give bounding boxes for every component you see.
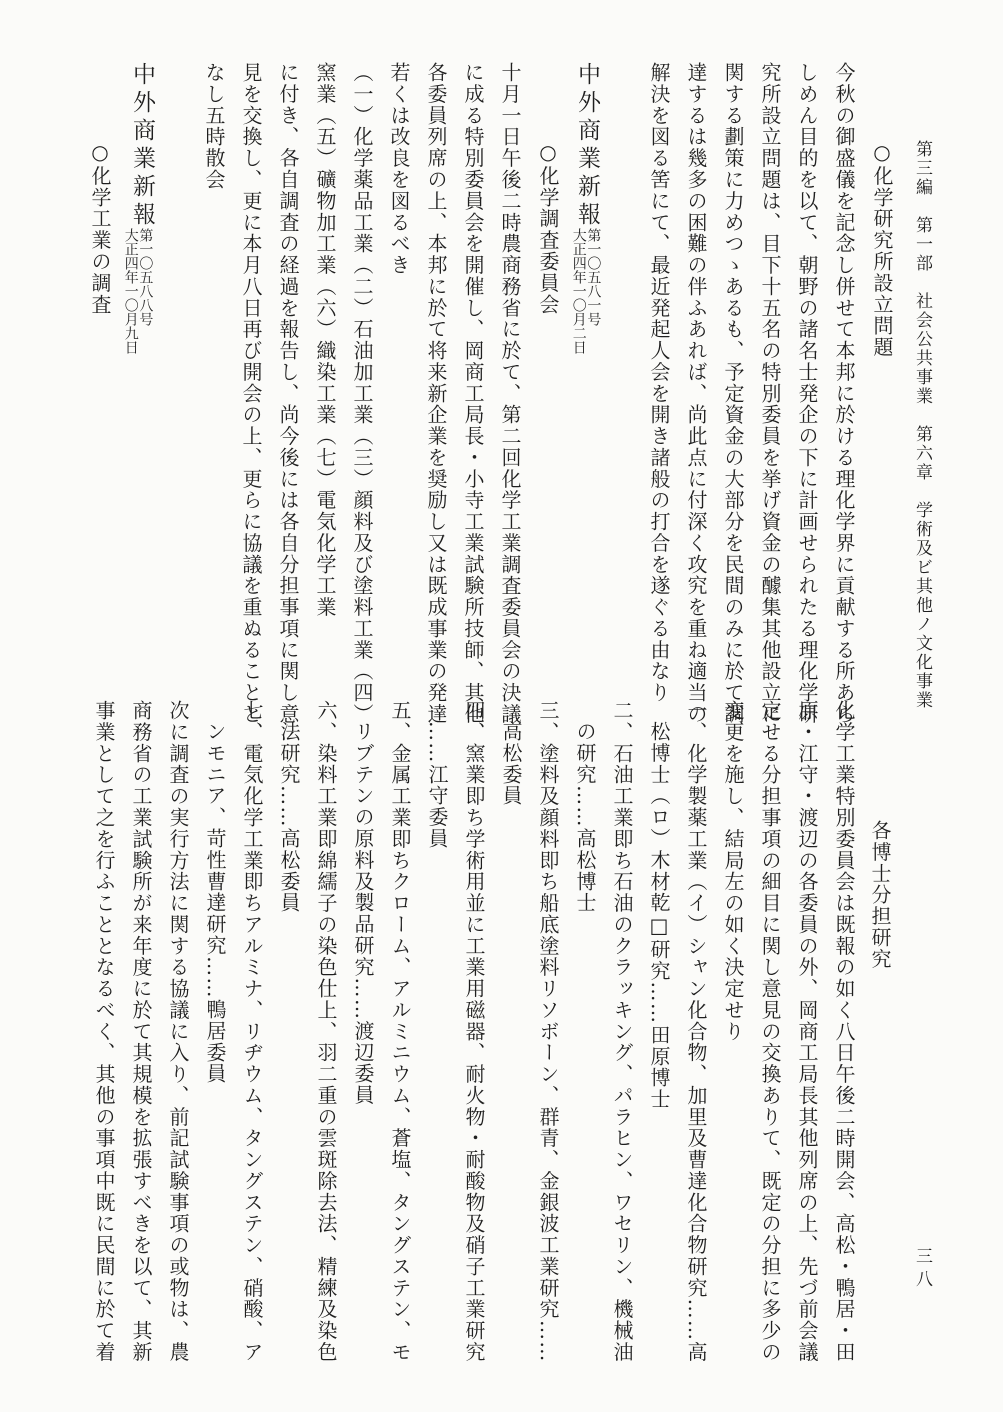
article-line: 三、塗料及顔料即ち船底塗料リソボーン、群青、金銀波工業研究…… (536, 700, 560, 1363)
article-subtitle: 各博士分担研究 (868, 820, 892, 970)
article-title: ○化学工業の調査 (88, 140, 112, 316)
article-line: 今秋の御盛儀を記念し併せて本邦に於ける理化学界に貢献する所あら (832, 62, 856, 725)
article-line: しめん目的を以て、朝野の諸名士発企の下に計画せられたる理化学研 (795, 62, 819, 725)
article-line: 各委員列席の上、本邦に於て将来新企業を奨励し又は既成事業の発達 (424, 62, 448, 725)
article-line: 化学工業特別委員会は既報の如く八日午後二時開会、高松・鴨居・田 (832, 700, 856, 1363)
article-line: 解決を図る筈にて、最近発起人会を開き諸般の打合を遂ぐる由なり (647, 62, 671, 704)
issue-info (123, 228, 152, 354)
article-line: （一）化学薬品工業（二）石油加工業（三）顔料及び塗料工業（四） (350, 62, 374, 725)
running-head: 第三編 第一部 社会公共事業 第六章 学術及ビ其他ノ文化事業 (912, 140, 932, 710)
article-line: なし五時散会 (202, 62, 226, 191)
article-line: 次に調査の実行方法に関する協議に入り、前記試験事項の或物は、農 (166, 700, 190, 1363)
article-title: ○化学調査委員会 (536, 140, 560, 316)
article-line: リブテンの原料及製品研究……渡辺委員 (351, 721, 375, 1106)
issue-date: 大正四年一〇月二日 (570, 228, 587, 354)
article-title: ○化学研究所設立問題 (870, 140, 894, 358)
article-line: 変更を施し、結局左の如く決定せり (721, 700, 745, 1043)
page-number: 三八 (912, 1247, 932, 1293)
issue-info (571, 228, 600, 354)
article-line: 見を交換し、更に本月八日再び開会の上、更らに協議を重ぬることと (239, 62, 263, 725)
article-line: の研究……高松博士 (573, 721, 597, 914)
article-line: 法研究……高松委員 (277, 721, 301, 914)
article-line: 五、金属工業即ちクローム、アルミニウム、蒼塩、タングステン、モ (388, 700, 412, 1363)
article-line: に成る特別委員会を開催し、岡商工局長・小寺工業試験所技師、其他 (461, 62, 485, 725)
article-line: 定せる分担事項の細目に関し意見の交換ありて、既定の分担に多少の (758, 700, 782, 1363)
article-line: 七、電気化学工業即ちアルミナ、リヂウム、タングステン、硝酸、ア (240, 700, 264, 1363)
article-line: 事業として之を行ふこととなるべく、其他の事項中既に民間に於て着 (92, 700, 116, 1363)
article-line: 若くは改良を図るべき (387, 62, 411, 276)
article-line: ンモニア、苛性曹達研究……鴨居委員 (203, 721, 227, 1085)
article-line: 四、窯業即ち学術用並に工業用磁器、耐火物・耐酸物及硝子工業研究 (462, 700, 486, 1363)
article-line: に付き、各自調査の経過を報告し、尚今後には各自分担事項に関し意 (276, 62, 300, 725)
article-line: ……江守委員 (425, 721, 449, 850)
article-line: 商務省の工業試験所が来年度に於て其規模を拡張すべきを以て、其新 (129, 700, 153, 1363)
article-line: 原・江守・渡辺の各委員の外、岡商工局長其他列席の上、先づ前会議 (795, 700, 819, 1363)
issue-number: 第一〇五八八号 (137, 228, 154, 326)
newspaper-name: 中外商業新報 (574, 62, 600, 230)
article-line: 窯業（五）礦物加工業（六）織染工業（七）電気化学工業 (313, 62, 337, 618)
article-line: 高松委員 (499, 721, 523, 807)
issue-number: 第一〇五八一号 (585, 228, 602, 326)
article-line: 松博士（ロ）木材乾□研究……田原博士 (647, 721, 671, 1110)
article-line: 二、石油工業即ち石油のクラッキング、パラヒン、ワセリン、機械油 (610, 700, 634, 1363)
article-line: 十月一日午後二時農商務省に於て、第二回化学工業調査委員会の決議 (498, 62, 522, 725)
article-line: 達するは幾多の困難の伴ふあれば、尚此点に付深く攻究を重ね適当の (684, 62, 708, 725)
newspaper-name: 中外商業新報 (129, 62, 155, 230)
article-line: 一、化学製薬工業（イ）シャン化合物、加里及曹達化合物研究……高 (684, 700, 708, 1363)
article-line: 究所設立問題は、目下十五名の特別委員を挙げ資金の醵集其他設立に (758, 62, 782, 725)
article-line: 関する劃策に力めつゝあるも、予定資金の大部分を民間のみに於て調 (721, 62, 745, 725)
article-line: 六、染料工業即綿繻子の染色仕上、羽二重の雲斑除去法、精練及染色 (314, 700, 338, 1363)
issue-date: 大正四年一〇月九日 (122, 228, 139, 354)
